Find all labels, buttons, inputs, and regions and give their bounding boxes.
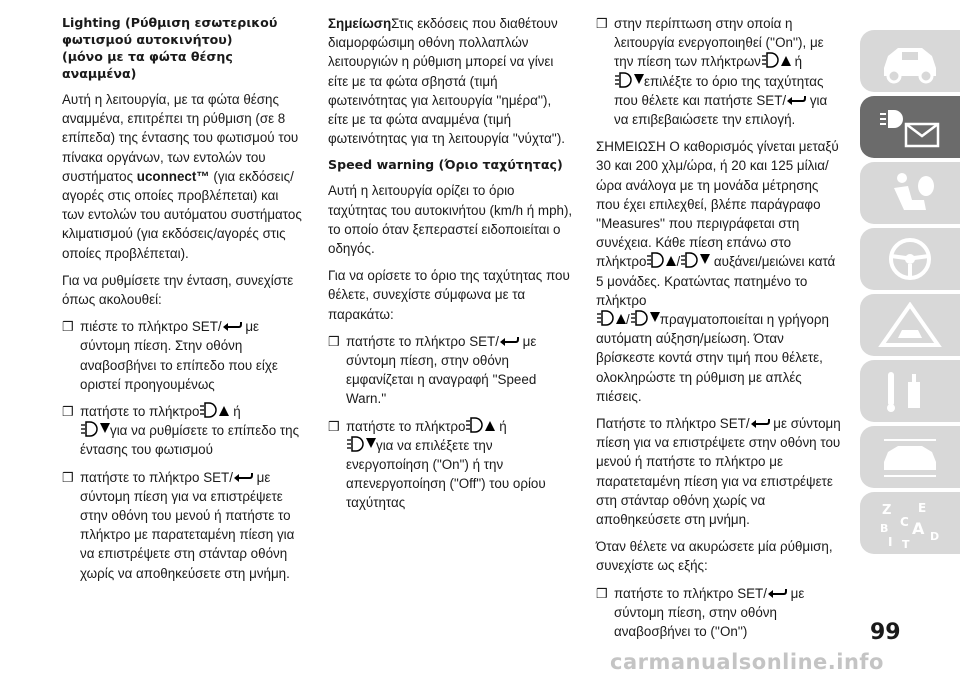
list-item: ❒ πατήστε το πλήκτρο SET/ με σύντομη πίεση, στην οθόνη αναβοσβήνει το (''On'') — [596, 585, 805, 640]
index-letter: C — [900, 515, 909, 529]
tab-safety[interactable] — [860, 162, 960, 224]
list-item: ❒ πατήστε το πλήκτρο ή για να ρυθμίσετε το επίπεδο της έντασης του φωτισμού — [62, 404, 300, 458]
tab-vehicle-knowledge[interactable] — [860, 30, 960, 92]
brightness-up-icon — [465, 417, 495, 433]
brightness-down-icon — [80, 421, 110, 437]
bullet-box-icon: ❒ — [62, 319, 74, 335]
column-3 — [596, 14, 842, 649]
tab-index[interactable] — [860, 492, 960, 554]
steering-wheel-icon — [878, 236, 942, 282]
speed-warning-intro: Για να ορίσετε το όριο της ταχύτητας που θέλετε, συνεχίστε σύμφωνα με τα παρακάτω: — [328, 268, 570, 322]
brightness-up-icon — [646, 252, 676, 268]
car-specs-icon — [878, 434, 942, 480]
brightness-down-icon — [614, 72, 644, 88]
brightness-down-icon — [680, 252, 710, 268]
index-letter: Z — [882, 503, 892, 518]
brightness-up-icon — [199, 402, 229, 418]
tab-starting-driving[interactable] — [860, 228, 960, 290]
list-item: ❒ πατήστε το πλήκτρο SET/ με σύντομη πίεση, στην οθόνη εμφανίζεται η αναγραφή ''Speed Warn.'' — [328, 333, 537, 407]
seat-airbag-icon — [878, 170, 942, 216]
speed-warning-heading: Speed warning (Όριο ταχύτητας) — [328, 157, 563, 173]
tab-emergency[interactable] — [860, 294, 960, 356]
bullet-box-icon: ❒ — [596, 16, 608, 31]
brightness-down-icon — [630, 310, 660, 326]
return-arrow-icon — [499, 336, 519, 348]
index-letter: E — [918, 501, 927, 515]
tab-dashboard-warnings[interactable] — [860, 96, 960, 158]
return-arrow-icon — [750, 418, 770, 430]
bullet-box-icon: ❒ — [62, 469, 74, 485]
bullet-box-icon: ❒ — [328, 333, 340, 349]
tab-technical-data[interactable] — [860, 426, 960, 488]
page-number: 99 — [870, 620, 901, 645]
speed-range-note: ΣΗΜΕΙΩΣΗ Ο καθορισμός γίνεται μεταξύ 30 και 200 χλμ/ώρα, ή 20 και 125 μίλια/ώρα ανάλογα με τη μονάδα μέτρησης που έχει επιλεχθεί, βλέπε παράγραφο ''Measures'' που περιγράφεται στη συνέχεια. Κάθε πίεση επάνω στο πλήκτρο / αυξάνει/μειώνει κατά 5 μονάδες. Κρατώντας πατημένο το πλήκτρο / πραγματοποιείται η γρήγορη αυτόματη αύξηση/μείωση. Όταν βρίσκεστε κοντά στην τιμή που θέλετε, ολοκληρώστε τη ρύθμιση με απλές πιέσεις. — [596, 139, 839, 404]
bullet-box-icon: ❒ — [62, 404, 74, 420]
warning-light-message-icon — [878, 104, 942, 150]
column-1 — [62, 14, 302, 591]
brightness-up-icon — [761, 52, 791, 68]
list-item: ❒ πατήστε το πλήκτρο ή για να επιλέξετε την ενεργοποίηση ("On") ή την απενεργοποίηση ("Off") του ορίου ταχύτητας — [328, 418, 546, 511]
index-letter: D — [930, 530, 940, 543]
return-arrow-icon — [767, 588, 787, 600]
index-letter: B — [880, 522, 889, 535]
chapter-tabs — [856, 30, 960, 558]
lighting-heading: Lighting (Ρύθμιση εσωτερικού φωτισμού αυτοκινήτου) (μόνο με τα φώτα θέσης αναμμένα) — [62, 15, 278, 81]
return-arrow-icon — [222, 321, 242, 333]
cancel-intro: Όταν θέλετε να ακυρώσετε μία ρύθμιση, συνεχίστε ως εξής: — [596, 539, 833, 574]
brightness-down-icon — [346, 436, 376, 452]
index-letter: I — [888, 535, 893, 549]
list-item: ❒ πατήστε το πλήκτρο SET/ με σύντομη πίεση για να επιστρέψετε στην οθόνη του μενού ή πατήστε το πλήκτρο με παρατεταμένη πίεση για να επιστρέψετε στη στάνταρ οθόνη χωρίς να αποθηκεύσετε στη μνήμη. — [62, 469, 295, 581]
wrench-oil-icon — [878, 368, 942, 414]
footer-watermark: carmanualsonline.info — [610, 650, 884, 674]
index-letter: A — [912, 519, 925, 538]
list-item: ❒ πιέστε το πλήκτρο SET/ με σύντομη πίεση. Στην οθόνη αναβοσβήνει το επίπεδο που είχε οριστεί προηγουμένως — [62, 319, 278, 392]
tab-maintenance[interactable] — [860, 360, 960, 422]
bullet-box-icon: ❒ — [328, 418, 340, 434]
column-2 — [328, 14, 574, 521]
list-item: ❒ στην περίπτωση στην οποία η λειτουργία ενεργοποιηθεί (''On''), με την πίεση των πλήκτρων ή επιλέξτε το όριο της ταχύτητας που θέλετε και πατήστε SET/ για να επιβεβαιώσετε την επιλογή. — [596, 16, 828, 128]
note-label: Σημείωση — [328, 16, 392, 31]
index-letter: T — [902, 538, 910, 550]
note-paragraph: ΣημείωσηΣτις εκδόσεις που διαθέτουν διαμορφώσιμη οθόνη πολλαπλών λειτουργιών η ρύθμιση μπορεί να γίνει είτε με τα φώτα σβηστά (τιμή φωτεινότητας για λειτουργία ''ημέρα''), είτε με τα φώτα αναμμένα (τιμή φωτεινότητας για τη λειτουργία ''νύχτα''). — [328, 16, 566, 147]
lighting-description: Αυτή η λειτουργία, με τα φώτα θέσης αναμμένα, επιτρέπει τη ρύθμιση (σε 8 επίπεδα) της έντασης του φωτισμού του πίνακα οργάνων, των εντολών του συστήματος uconnect™ (για εκδόσεις/αγορές στις οποίες προβλέπεται) και των εντολών του αυτόματου συστήματος κλιματισμού (για εκδόσεις/αγορές στις οποίες προβλέπεται). — [62, 92, 302, 261]
return-arrow-icon — [233, 472, 253, 484]
lighting-intro: Για να ρυθμίσετε την ένταση, συνεχίστε όπως ακολουθεί: — [62, 272, 294, 308]
alphabet-index-icon — [878, 500, 942, 550]
bullet-box-icon: ❒ — [596, 585, 608, 601]
speed-warning-description: Αυτή η λειτουργία ορίζει το όριο ταχύτητας του αυτοκινήτου (km/h ή mph), το οποίο όταν ξεπεραστεί ειδοποιείται ο οδηγός. — [328, 183, 573, 257]
warning-triangle-car-icon — [878, 302, 942, 348]
car-icon — [878, 38, 942, 84]
brightness-up-icon — [596, 310, 626, 326]
set-button-paragraph: Πατήστε το πλήκτρο SET/ με σύντομη πίεση για να επιστρέψετε στην οθόνη του μενού ή πατήστε το πλήκτρο με παρατεταμένη πίεση για να επιστρέψετε στη στάνταρ οθόνη χωρίς να αποθηκεύσετε στη μνήμη. — [596, 416, 841, 528]
uconnect-brand: uconnect™ — [136, 168, 210, 184]
return-arrow-icon — [786, 95, 806, 107]
